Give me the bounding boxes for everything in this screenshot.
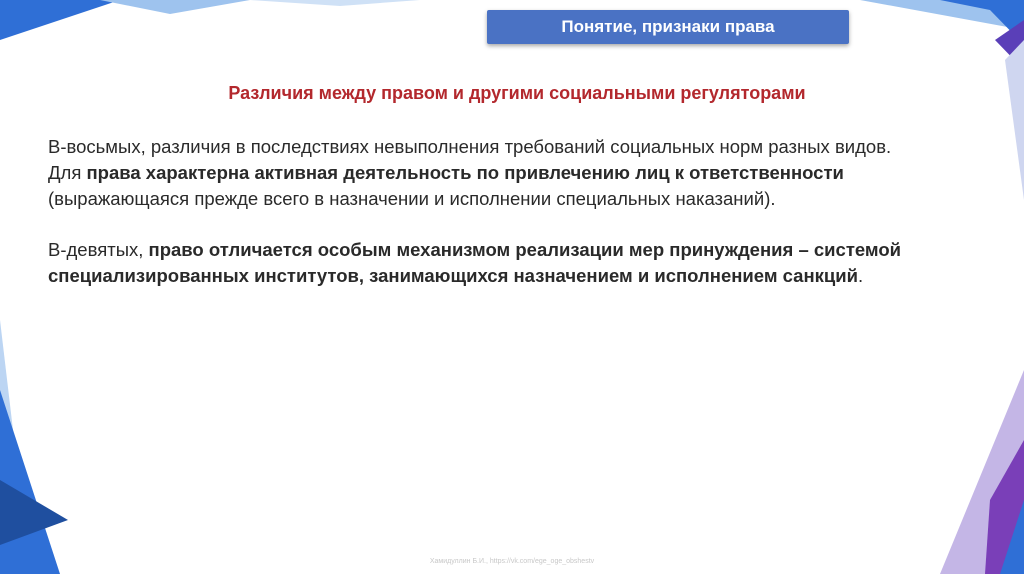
paragraph-eighth-line2-prefix: Для (48, 162, 87, 183)
deco-triangle-top-left (0, 0, 120, 40)
paragraph-eighth-line3: (выражающаяся прежде всего в назначении и исполнении специальных наказаний). (48, 188, 776, 209)
paragraph-eighth-line2 (48, 160, 978, 186)
section-subtitle: Различия между правом и другими социальными регуляторами (228, 83, 806, 103)
footer-credit: Хамидуллин Б.И., https://vk.com/ege_oge_obshestv (429, 558, 595, 565)
paragraph-ninth (48, 237, 978, 289)
title-bar (487, 10, 849, 44)
paragraph-eighth-line2-bold: права характерна активная деятельность по привлечению лиц к ответственности (86, 162, 844, 183)
page-title: Понятие, признаки права (561, 17, 775, 36)
paragraph-eighth-line1: В-восьмых, различия в последствиях невыполнения требований социальных норм разных видов. (48, 136, 892, 157)
paragraph-eighth (48, 134, 978, 212)
deco-triangle-right-lavender (1005, 40, 1024, 200)
deco-triangle-top-left-light (100, 0, 250, 14)
paragraph-ninth-prefix: В-девятых, (48, 239, 149, 260)
deco-triangle-bottom-left-blue (0, 390, 60, 574)
paragraph-ninth-suffix: . (858, 265, 864, 286)
deco-triangle-top-light (250, 0, 420, 6)
paragraph-ninth-bold: право отличается особым механизмом реализации мер принуждения – системой специализированных институтов, занимающихся назначением и исполнением санкций (48, 239, 902, 286)
